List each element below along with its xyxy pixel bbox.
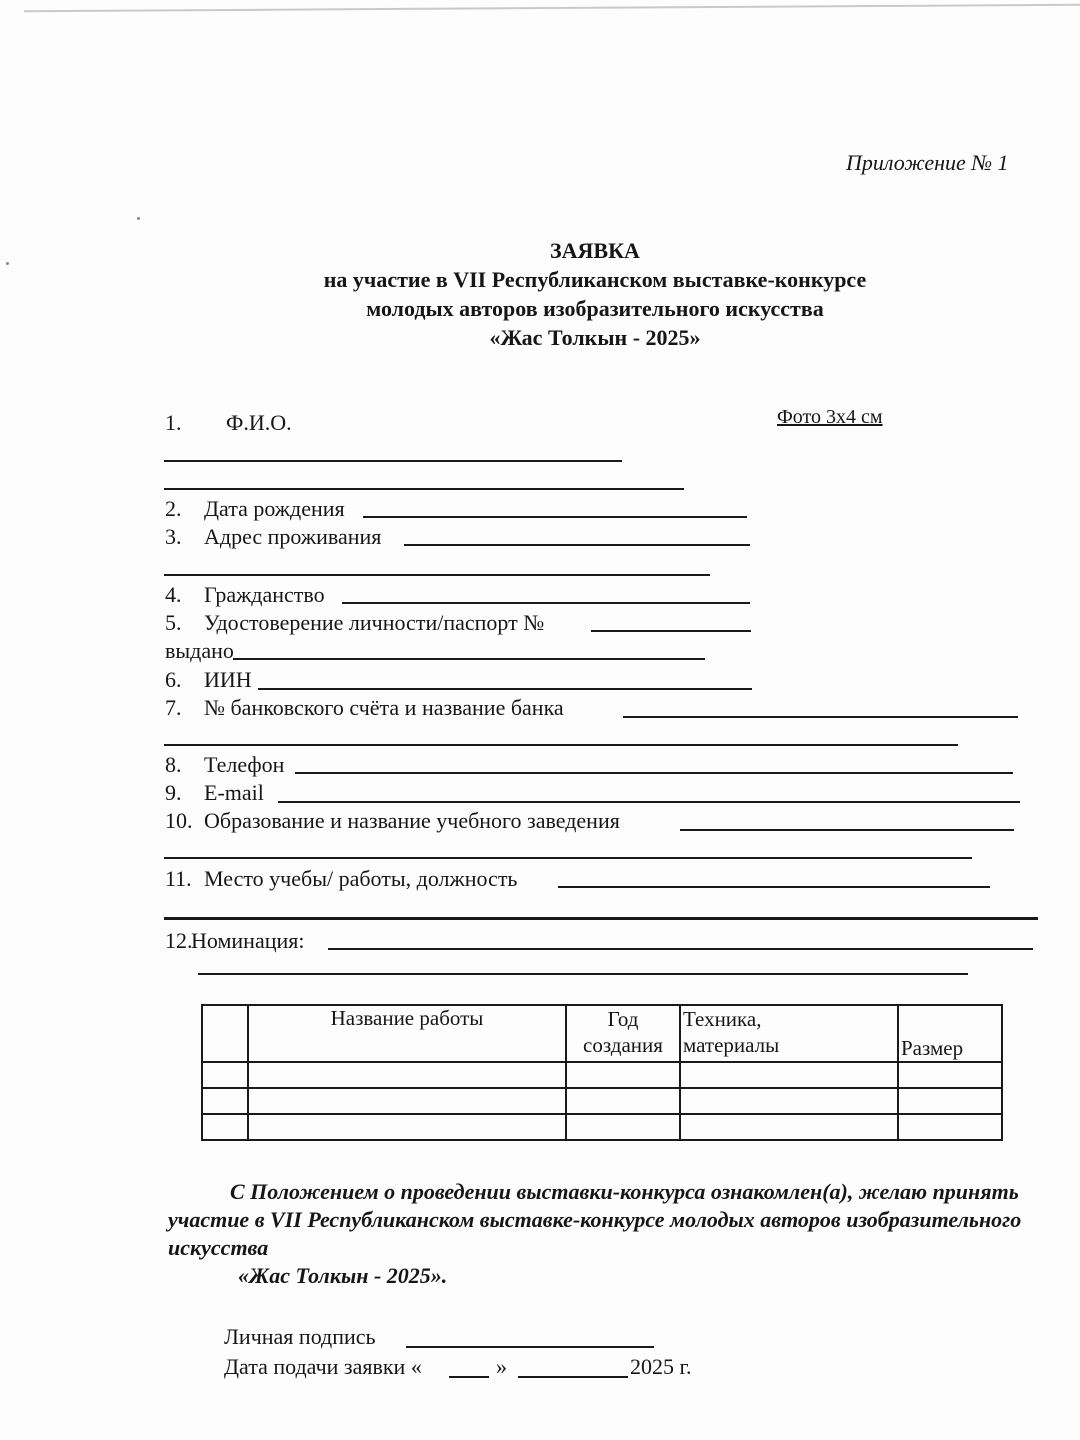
table-cell[interactable] bbox=[680, 1088, 898, 1114]
field-citizenship-num: 4. bbox=[165, 582, 182, 607]
address-input-line-1[interactable] bbox=[404, 544, 750, 546]
field-nomination-label: Номинация: bbox=[191, 928, 305, 953]
field-education-label: Образование и название учебного заведения bbox=[204, 808, 620, 833]
scan-edge-line bbox=[24, 4, 1080, 12]
table-row bbox=[202, 1062, 1002, 1088]
date-day-input-line[interactable] bbox=[449, 1376, 489, 1378]
field-iin-num: 6. bbox=[165, 667, 182, 692]
phone-input-line[interactable] bbox=[295, 772, 1013, 774]
appendix-label: Приложение № 1 bbox=[846, 150, 1009, 175]
table-cell[interactable] bbox=[248, 1088, 566, 1114]
header-cell-size: Размер bbox=[898, 1005, 1002, 1062]
field-address-label: Адрес проживания bbox=[204, 524, 382, 549]
field-fio-num: 1. bbox=[165, 410, 182, 435]
table-cell[interactable] bbox=[202, 1088, 248, 1114]
field-birthdate-label: Дата рождения bbox=[204, 496, 345, 521]
table-cell[interactable] bbox=[566, 1088, 680, 1114]
table-header-row bbox=[202, 1005, 1002, 1062]
date-year-label: 2025 г. bbox=[630, 1354, 692, 1379]
field-id-label: Удостоверение личности/паспорт № bbox=[204, 610, 545, 635]
table-row bbox=[202, 1114, 1002, 1140]
field-education-num: 10. bbox=[165, 808, 193, 833]
field-address-num: 3. bbox=[165, 524, 182, 549]
title-line-2: на участие в VII Республиканском выставке-конкурсе bbox=[323, 267, 867, 292]
scan-speck bbox=[137, 217, 140, 220]
works-table bbox=[201, 1004, 1003, 1141]
fio-input-line-1[interactable] bbox=[164, 460, 622, 462]
date-month-input-line[interactable] bbox=[518, 1376, 628, 1378]
iin-input-line[interactable] bbox=[258, 688, 752, 690]
title-line-4: «Жас Толкын - 2025» bbox=[489, 325, 701, 350]
photo-placeholder-label: Фото 3х4 см bbox=[777, 406, 883, 428]
citizenship-input-line[interactable] bbox=[342, 602, 750, 604]
signature-input-line[interactable] bbox=[406, 1346, 654, 1348]
table-cell[interactable] bbox=[202, 1114, 248, 1140]
table-cell[interactable] bbox=[680, 1114, 898, 1140]
education-input-line-2[interactable] bbox=[164, 857, 972, 859]
fio-input-line-2[interactable] bbox=[164, 488, 684, 490]
table-cell[interactable] bbox=[898, 1062, 1002, 1088]
field-bank-num: 7. bbox=[165, 695, 182, 720]
table-cell[interactable] bbox=[680, 1062, 898, 1088]
field-email-num: 9. bbox=[165, 780, 182, 805]
education-input-line-1[interactable] bbox=[680, 829, 1014, 831]
table-cell[interactable] bbox=[248, 1114, 566, 1140]
table-row bbox=[202, 1088, 1002, 1114]
field-bank-label: № банковского счёта и название банка bbox=[204, 695, 564, 720]
table-cell[interactable] bbox=[898, 1114, 1002, 1140]
title-line-1: ЗАЯВКА bbox=[550, 238, 640, 263]
title-line-3: молодых авторов изобразительного искусства bbox=[366, 296, 824, 321]
field-iin-label: ИИН bbox=[204, 667, 252, 692]
bank-input-line-2[interactable] bbox=[164, 744, 958, 746]
work-input-line-1[interactable] bbox=[558, 886, 990, 888]
consent-text: С Положением о проведении выставки-конкурса ознакомлен(а), желаю принять участие в VII Республиканском выставке-конкурсе молодых авторов изобразительного искусства bbox=[168, 1179, 1022, 1260]
bank-input-line-1[interactable] bbox=[623, 716, 1018, 718]
table-cell[interactable] bbox=[248, 1062, 566, 1088]
header-cell-index bbox=[202, 1005, 248, 1062]
table-cell[interactable] bbox=[566, 1114, 680, 1140]
field-email-label: E-mail bbox=[204, 780, 264, 805]
field-phone-label: Телефон bbox=[204, 752, 285, 777]
birthdate-input-line[interactable] bbox=[363, 516, 747, 518]
date-quote-close: » bbox=[496, 1354, 507, 1379]
field-phone-num: 8. bbox=[165, 752, 182, 777]
header-cell-year: Год создания bbox=[566, 1005, 680, 1062]
nomination-input-line-2[interactable] bbox=[198, 973, 968, 975]
id-number-input-line[interactable] bbox=[591, 630, 751, 632]
table-cell[interactable] bbox=[202, 1062, 248, 1088]
header-cell-technique: Техника, материалы bbox=[680, 1005, 898, 1062]
nomination-input-line-1[interactable] bbox=[328, 948, 1033, 950]
email-input-line[interactable] bbox=[278, 801, 1020, 803]
field-fio-label: Ф.И.О. bbox=[226, 410, 292, 435]
field-nomination-num: 12. bbox=[165, 928, 193, 953]
work-input-line-2[interactable] bbox=[164, 917, 1038, 920]
field-issued-label: выдано bbox=[165, 638, 234, 663]
header-cell-title: Название работы bbox=[248, 1005, 566, 1062]
field-work-label: Место учебы/ работы, должность bbox=[204, 866, 518, 891]
field-id-num: 5. bbox=[165, 610, 182, 635]
field-work-num: 11. bbox=[165, 866, 192, 891]
table-cell[interactable] bbox=[898, 1088, 1002, 1114]
signature-label: Личная подпись bbox=[224, 1324, 376, 1349]
consent-statement bbox=[168, 1178, 1043, 1290]
issued-input-line[interactable] bbox=[233, 658, 705, 660]
field-birthdate-num: 2. bbox=[165, 496, 182, 521]
consent-event-name: «Жас Толкын - 2025». bbox=[238, 1263, 448, 1288]
document-title bbox=[0, 236, 1080, 352]
table-cell[interactable] bbox=[566, 1062, 680, 1088]
address-input-line-2[interactable] bbox=[164, 574, 710, 576]
field-citizenship-label: Гражданство bbox=[204, 582, 325, 607]
submission-date-label: Дата подачи заявки « bbox=[224, 1354, 422, 1379]
